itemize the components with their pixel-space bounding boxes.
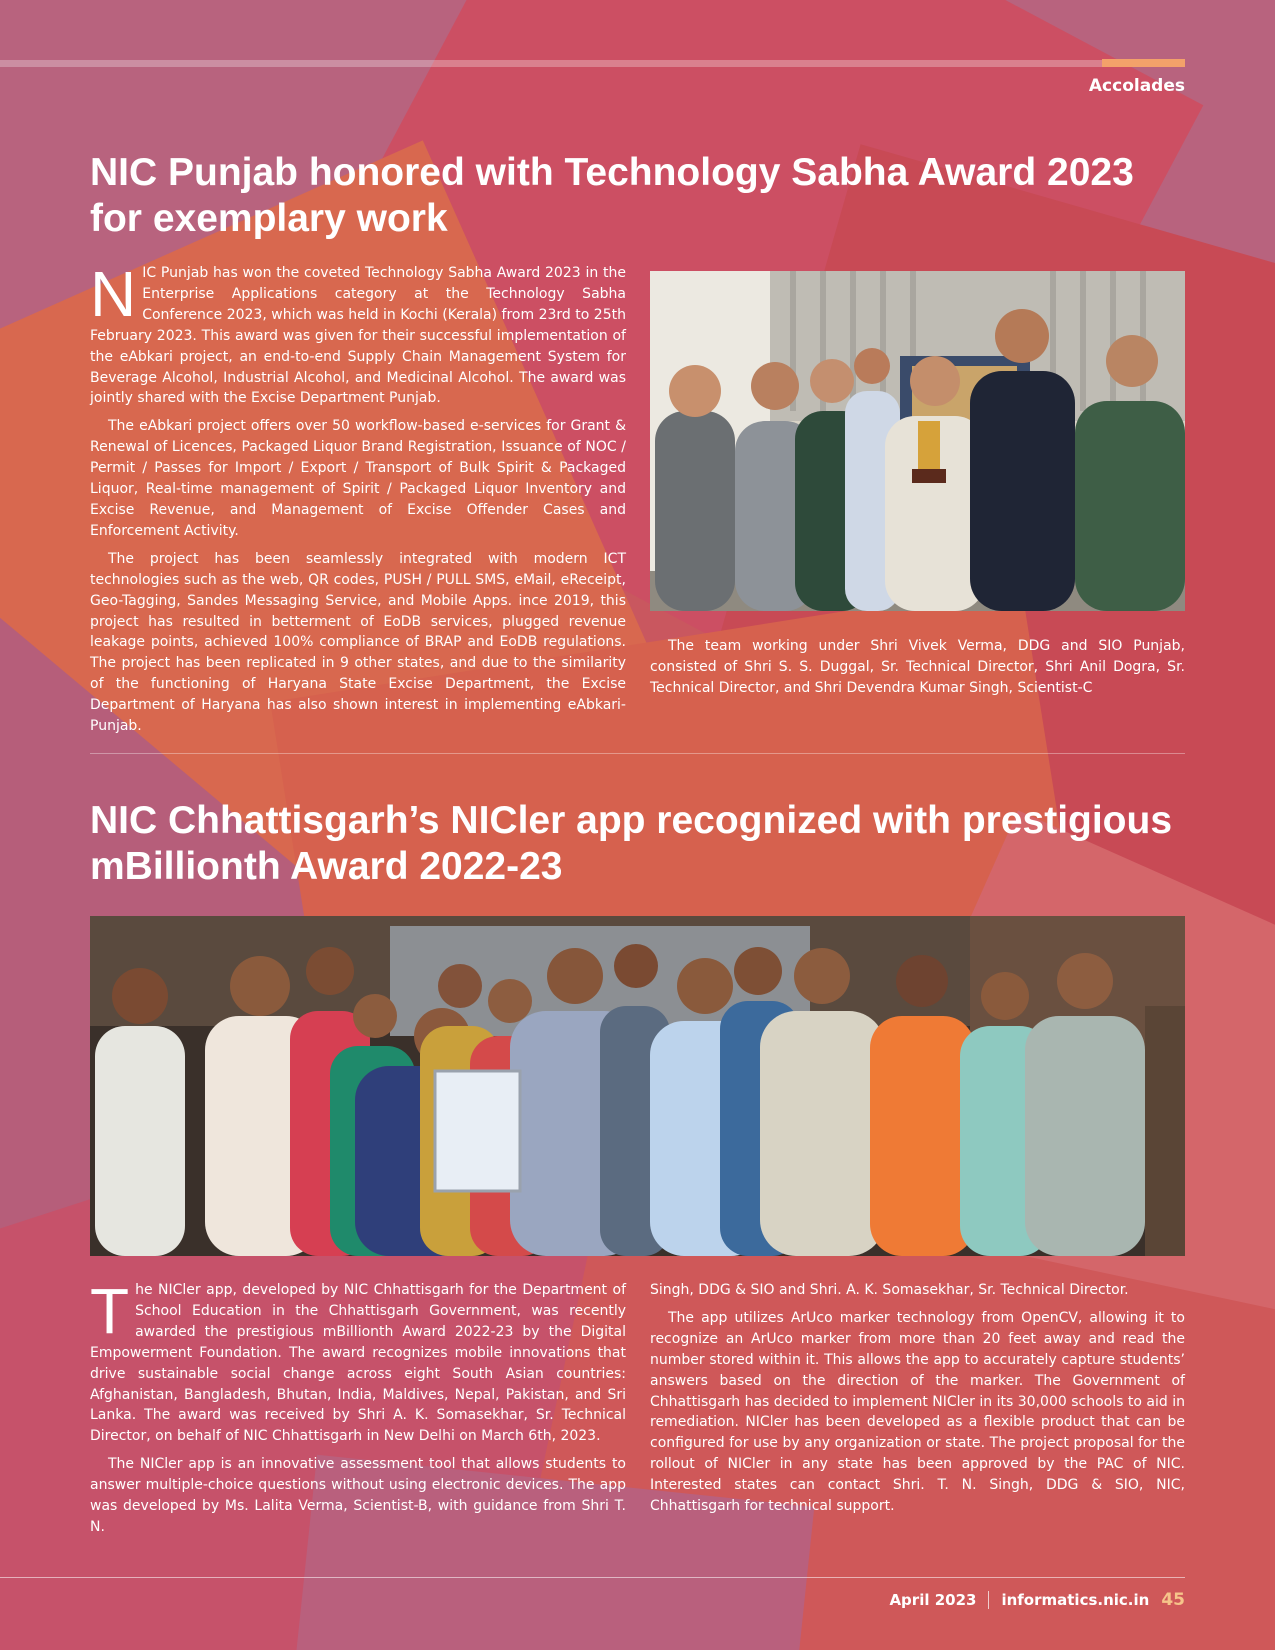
article1-photo-caption: The team working under Shri Vivek Verma, DDG and SIO Punjab, consisted of Shri S. S. Duggal, Sr. Technical Director, Shri Anil Dogra, Sr. Technical Director, and Shri Devendra Kumar Singh, Scientist-C: [650, 638, 1185, 696]
article2-body-right: [650, 1280, 1185, 1524]
article-divider: [90, 753, 1185, 754]
article1-paragraph-1-text: IC Punjab has won the coveted Technology Sabha Award 2023 in the Enterprise Applications category at the Technology Sabha Conference 2023, which was held in Kochi (Kerala) from 23rd to 25th February 2023. This award was given for their successful implementation of the eAbkari project, an end-to-end Supply Chain Management System for Beverage Alcohol, Industrial Alcohol, and Medicinal Alcohol. The award was jointly shared with the Excise Department Punjab.: [90, 265, 626, 407]
section-label: Accolades: [1088, 76, 1185, 96]
article1-body: [90, 258, 626, 744]
article2-dropcap: T: [90, 1275, 130, 1347]
footer-separator: [988, 1591, 989, 1609]
footer-site-link[interactable]: informatics.nic.in: [1001, 1591, 1150, 1609]
header-accent-bar: [1102, 59, 1185, 67]
article1-paragraph-2: The eAbkari project offers over 50 workflow-based e-services for Grant & Renewal of Licences, Packaged Liquor Brand Registration, Issuance of NOC / Permit / Passes for Import / Export / Transport of Bulk Spirit & Packaged Liquor, Real-time management of Spirit / Packaged Liquor Inventory and Excise Revenue, and Management of Excise Offender Cases and Enforcement Activity.: [90, 418, 626, 539]
page-footer: [889, 1590, 1185, 1610]
article2-title: NIC Chhattisgarh’s NICler app recognized with prestigious mBillionth Award 2022-23: [90, 799, 1173, 888]
footer-date: April 2023: [889, 1591, 977, 1609]
article1-paragraph-3: The project has been seamlessly integrated with modern ICT technologies such as the web, QR codes, PUSH / PULL SMS, eMail, eReceipt, Geo-Tagging, Sandes Messaging Service, and Mobile Apps. ince 2019, this project has resulted in betterment of EoDB services, plugged revenue leakage points, achieved 100% compliance of BRAP and EoDB regulations. The project has been replicated in 9 other states, and due to the similarity of the functioning of Haryana State Excise Department, the Excise Department of Haryana has also shown interest in implementing eAbkari-Punjab.: [90, 550, 626, 735]
header-rule: [0, 60, 1185, 67]
photo-chhattisgarh-team-image: [90, 916, 1185, 1256]
page-number: 45: [1161, 1590, 1185, 1610]
article1-title: NIC Punjab honored with Technology Sabha Award 2023 for exemplary work: [90, 151, 1134, 240]
award-photo-chhattisgarh: [90, 916, 1185, 1256]
article1-paragraph-1: [90, 258, 626, 409]
article2-paragraph-3: The app utilizes ArUco marker technology from OpenCV, allowing it to recognize an ArUco marker from more than 20 feet away and read the number stored within it. This allows the app to accurately capture students’ answers based on the direction of the marker. The Government of Chhattisgarh has decided to implement NICler in its 30,000 schools to aid in remediation. NICler has been developed as a flexible product that can be configured for use by any organization or state. The project proposal for the rollout of NICler in any state has been approved by the PAC of NIC. Interested states can contact Shri. T. N. Singh, DDG & SIO, NIC, Chhattisgarh for technical support.: [650, 1309, 1185, 1515]
footer-rule: [0, 1577, 1185, 1578]
article2-paragraph-2: The NICler app is an innovative assessment tool that allows students to answer multiple-choice questions without using electronic devices. The app was developed by Ms. Lalita Verma, Scientist-B, with guidance from Shri T. N.: [90, 1456, 626, 1535]
article2-body-left: [90, 1275, 626, 1545]
photo-punjab-team-image: [650, 271, 1185, 611]
article2-paragraph-1: [90, 1275, 626, 1447]
article1-dropcap: N: [90, 258, 137, 330]
award-photo-punjab: [650, 271, 1185, 611]
article2-paragraph-2-continued: Singh, DDG & SIO and Shri. A. K. Somasekhar, Sr. Technical Director.: [650, 1282, 1129, 1298]
article2-paragraph-1-text: he NICler app, developed by NIC Chhattisgarh for the Department of School Education in the Chhattisgarh Government, was recently awarded the prestigious mBillionth Award 2022-23 by the Digital Empowerment Foundation. The award recognizes mobile innovations that drive sustainable social change across eight South Asian countries: Afghanistan, Bangladesh, Bhutan, India, Maldives, Nepal, Pakistan, and Sri Lanka. The award was received by Shri A. K. Somasekhar, Sr. Technical Director, on behalf of NIC Chhattisgarh in New Delhi on March 6th, 2023.: [90, 1282, 626, 1445]
